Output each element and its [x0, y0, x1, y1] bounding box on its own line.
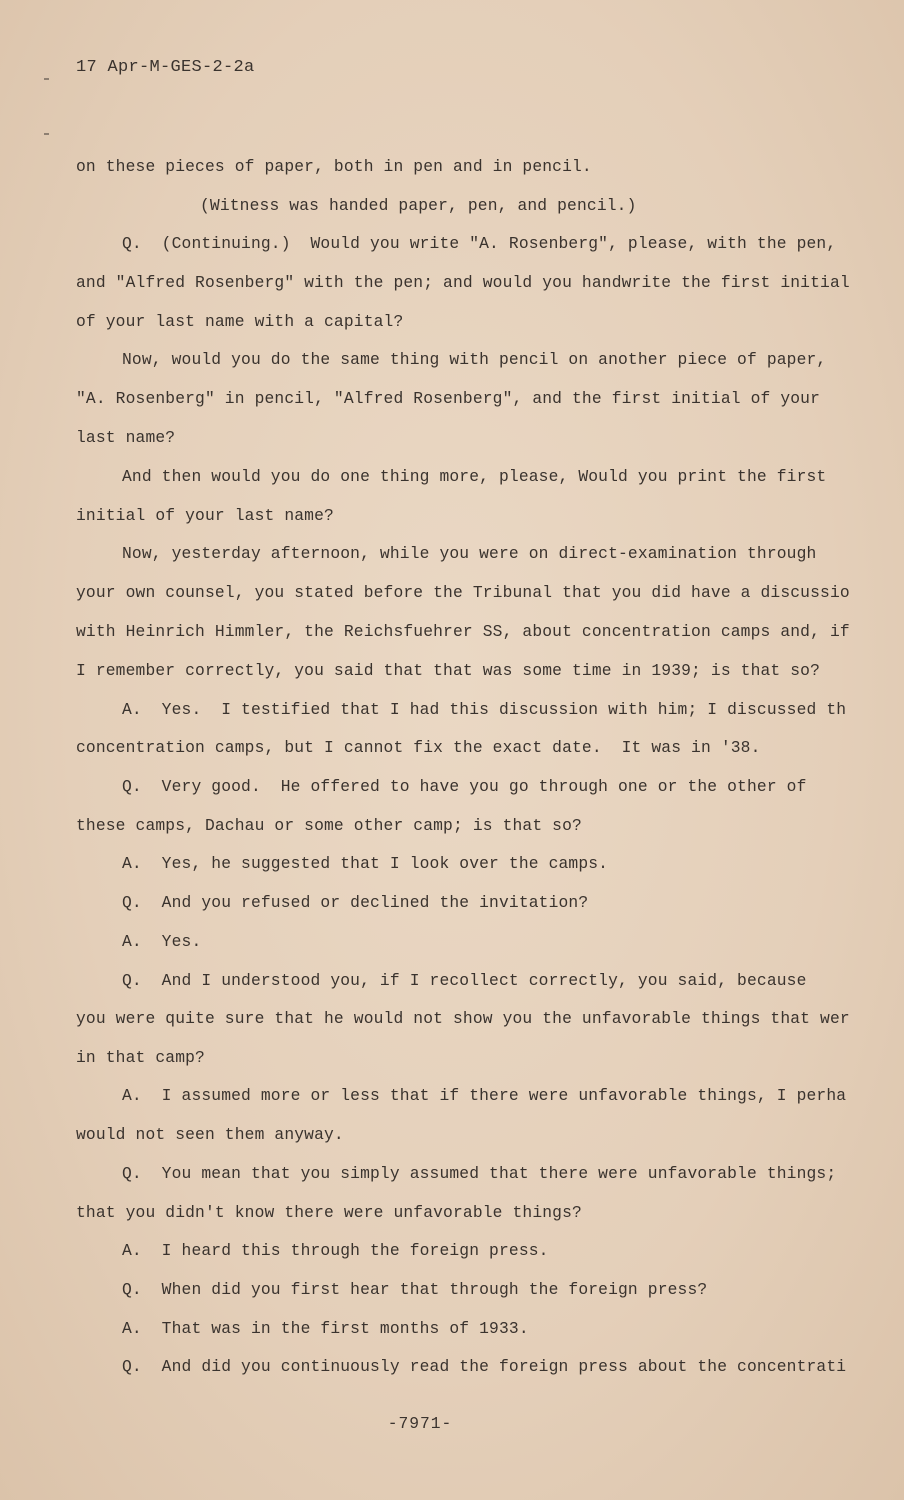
transcript-line: with Heinrich Himmler, the Reichsfuehrer SS, about concentration camps and, if	[76, 622, 850, 641]
transcript-line: these camps, Dachau or some other camp; is that so?	[76, 816, 582, 835]
transcript-line: "A. Rosenberg" in pencil, "Alfred Rosenberg", and the first initial of your	[76, 389, 821, 408]
transcript-line: A. Yes, he suggested that I look over the camps.	[122, 854, 609, 873]
transcript-line: that you didn't know there were unfavorable things?	[76, 1203, 582, 1222]
transcript-line: last name?	[76, 428, 176, 447]
transcript-line: Now, yesterday afternoon, while you were on direct-examination through	[122, 544, 817, 563]
transcript-line: and "Alfred Rosenberg" with the pen; and would you handwrite the first initial	[76, 273, 850, 292]
transcript-line: A. I heard this through the foreign press.	[122, 1241, 549, 1260]
transcript-line: of your last name with a capital?	[76, 312, 404, 331]
transcript-line: Q. When did you first hear that through the foreign press?	[122, 1280, 708, 1299]
transcript-line: Now, would you do the same thing with pencil on another piece of paper,	[122, 350, 827, 369]
transcript-line: Q. Very good. He offered to have you go through one or the other of	[122, 777, 807, 796]
transcript-line: A. That was in the first months of 1933.	[122, 1319, 529, 1338]
transcript-line: Q. And I understood you, if I recollect correctly, you said, because	[122, 971, 807, 990]
transcript-line: initial of your last name?	[76, 506, 334, 525]
transcript-line: A. I assumed more or less that if there were unfavorable things, I perha	[122, 1086, 847, 1105]
transcript-line: Q. (Continuing.) Would you write "A. Rosenberg", please, with the pen,	[122, 234, 837, 253]
transcript-line: Q. You mean that you simply assumed that there were unfavorable things;	[122, 1164, 837, 1183]
transcript-line: you were quite sure that he would not show you the unfavorable things that wer	[76, 1009, 850, 1028]
transcript-line: I remember correctly, you said that that was some time in 1939; is that so?	[76, 661, 821, 680]
page-number: -7971-	[387, 1414, 453, 1433]
transcript-line: on these pieces of paper, both in pen and in pencil.	[76, 157, 592, 176]
transcript-line: in that camp?	[76, 1048, 205, 1067]
transcript-line: A. Yes. I testified that I had this discussion with him; I discussed th	[122, 700, 847, 719]
header-code: 17 Apr-M-GES-2-2a	[76, 58, 255, 77]
transcript-line: Q. And you refused or declined the invitation?	[122, 893, 589, 912]
transcript-line: And then would you do one thing more, please, Would you print the first	[122, 467, 827, 486]
transcript-line: would not seen them anyway.	[76, 1125, 344, 1144]
transcript-line: your own counsel, you stated before the Tribunal that you did have a discussio	[76, 583, 850, 602]
transcript-line: A. Yes.	[122, 932, 202, 951]
transcript-line: concentration camps, but I cannot fix the exact date. It was in '38.	[76, 738, 761, 757]
transcript-line: (Witness was handed paper, pen, and pencil.)	[200, 196, 637, 215]
transcript-line: Q. And did you continuously read the foreign press about the concentrati	[122, 1357, 847, 1376]
